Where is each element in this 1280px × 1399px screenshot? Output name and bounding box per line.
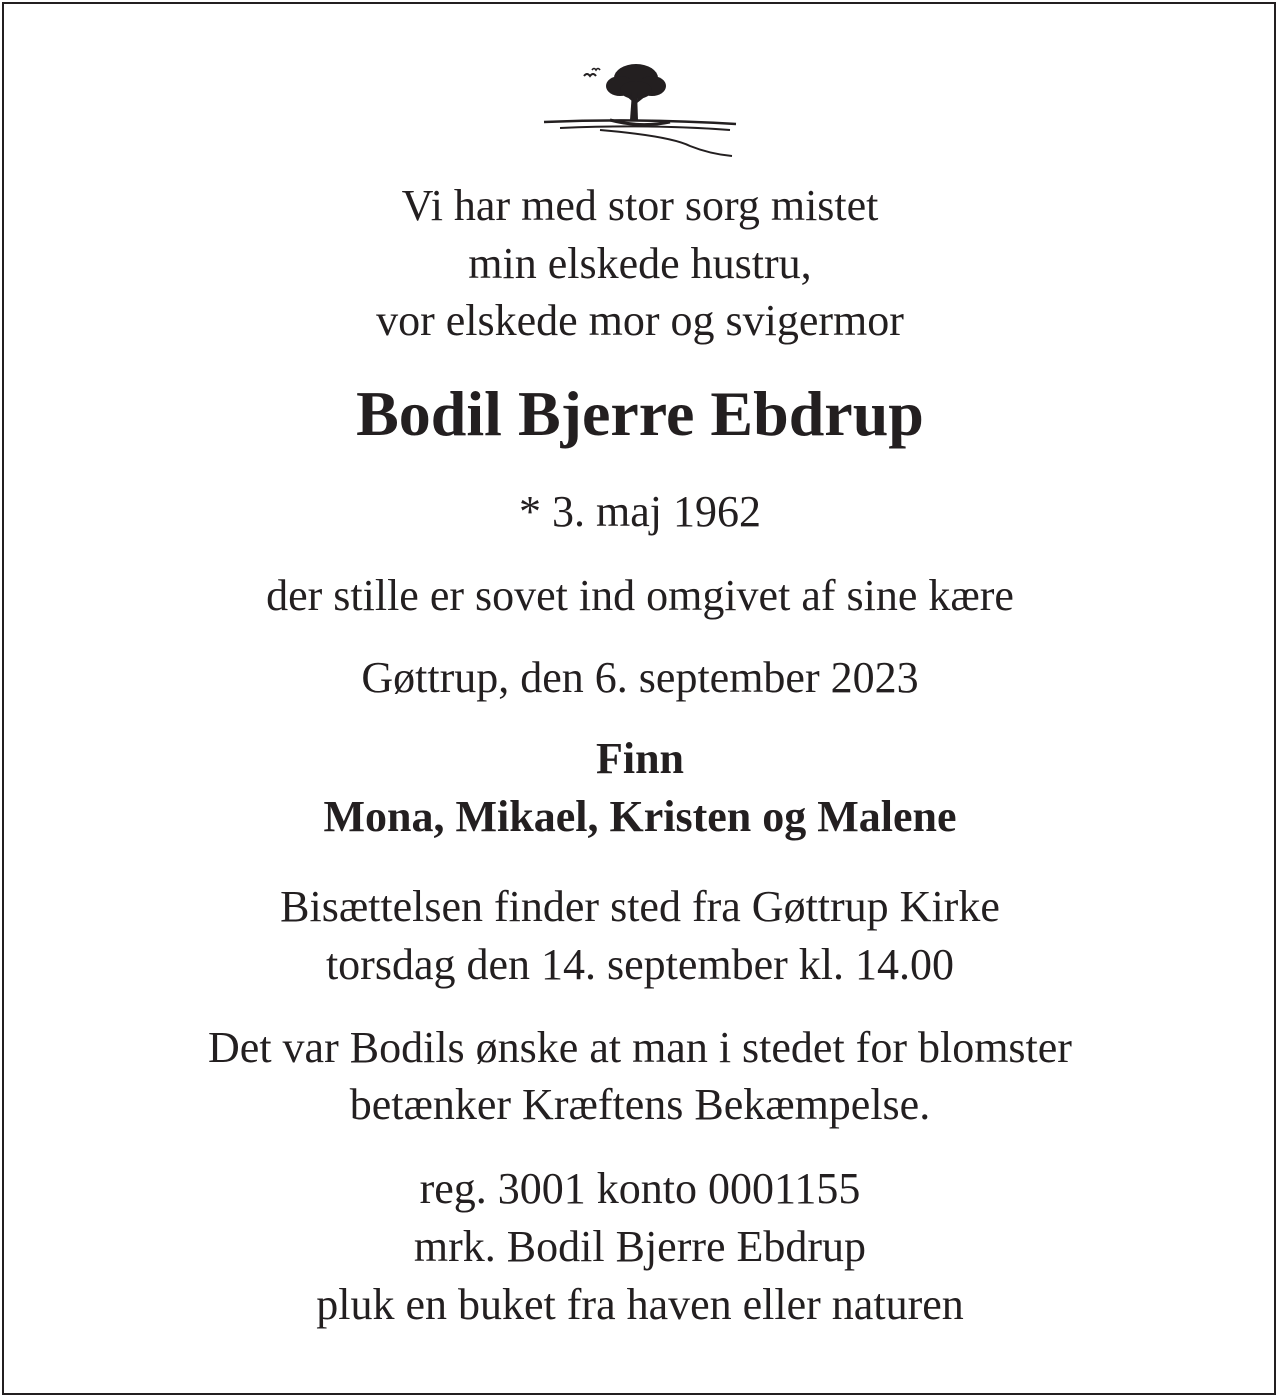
deceased-name: Bodil Bjerre Ebdrup [356, 378, 924, 449]
wish-line-2: betænker Kræftens Bekæmpelse. [349, 1080, 931, 1129]
place-and-date: Gøttrup, den 6. september 2023 [361, 653, 919, 702]
donation-line-3: pluk en buket fra haven eller naturen [316, 1280, 964, 1329]
donation-line-2: mrk. Bodil Bjerre Ebdrup [413, 1222, 867, 1271]
donation-line-1: reg. 3001 konto 0001155 [419, 1164, 861, 1213]
tree-landscape-icon [540, 58, 740, 160]
wish-line-1: Det var Bodils ønske at man i stedet for blomster [208, 1023, 1072, 1072]
funeral-line-2: torsdag den 14. september kl. 14.00 [325, 940, 955, 989]
intro-line-3: vor elskede mor og svigermor [376, 296, 904, 345]
intro-line-2: min elskede hustru, [468, 239, 812, 288]
family-line-2: Mona, Mikael, Kristen og Malene [323, 792, 957, 841]
intro-line-1: Vi har med stor sorg mistet [401, 181, 879, 230]
family-line-1: Finn [595, 734, 685, 783]
passing-text: der stille er sovet ind omgivet af sine kære [266, 571, 1014, 620]
funeral-line-1: Bisættelsen finder sted fra Gøttrup Kirke [280, 882, 1000, 931]
birth-date: * 3. maj 1962 [519, 487, 761, 536]
